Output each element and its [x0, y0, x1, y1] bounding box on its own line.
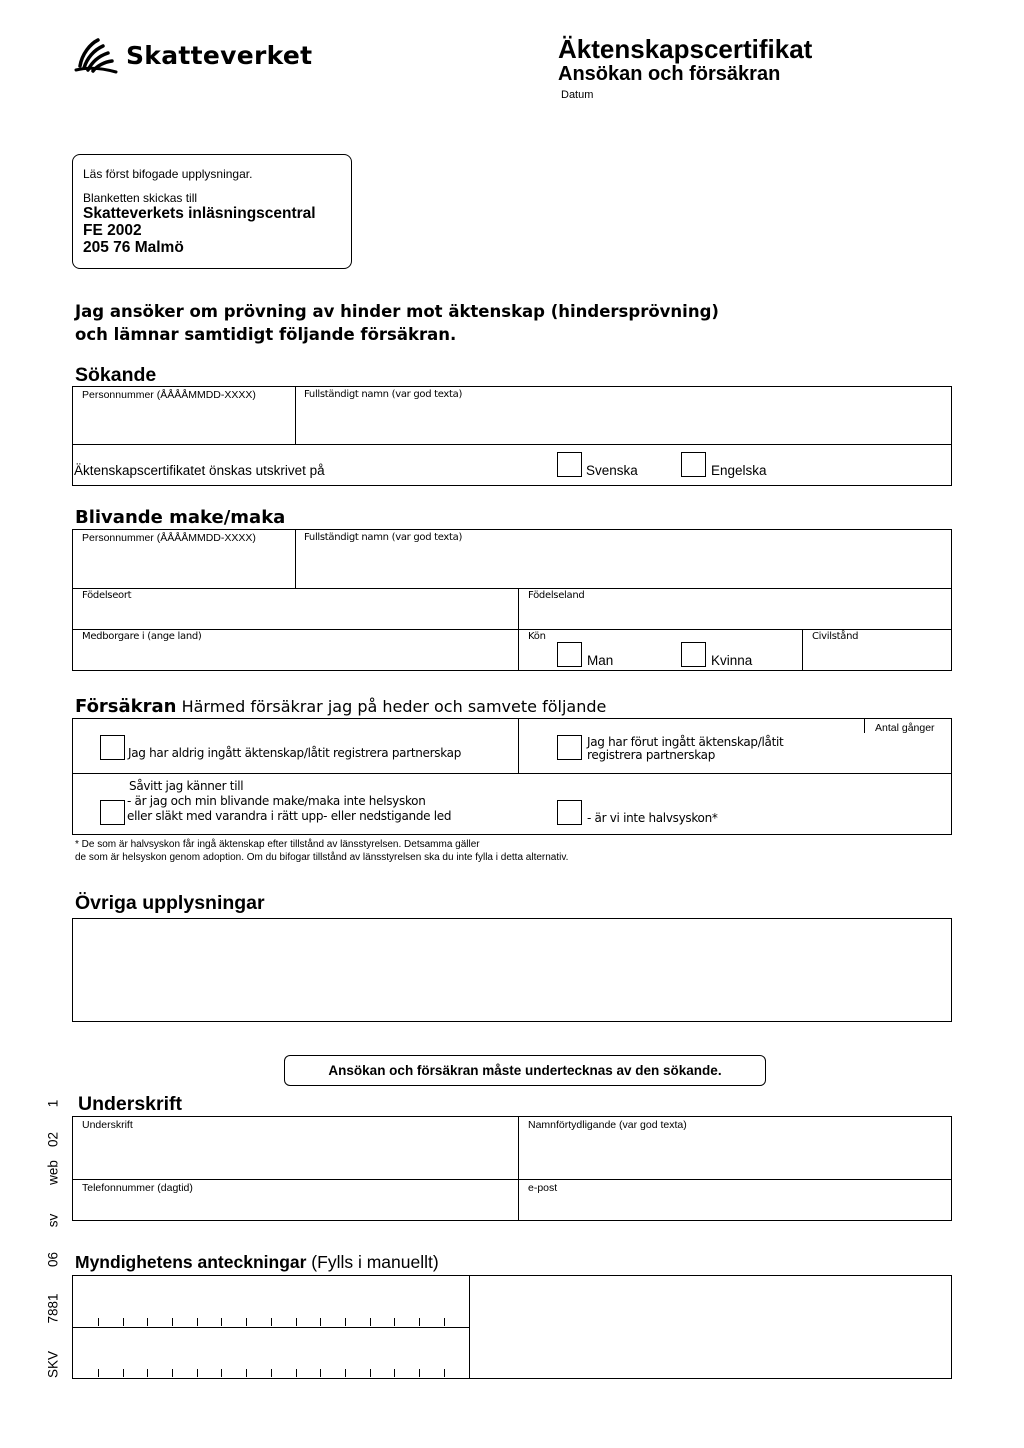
tick-mark [296, 1318, 297, 1326]
make-name-label: Fullständigt namn (var god texta) [304, 532, 463, 543]
tick-mark [320, 1369, 321, 1377]
svenska-label: Svenska [586, 463, 638, 478]
ej-halvsyskon-label: - är vi inte halvsyskon* [587, 811, 718, 825]
tick-mark [221, 1318, 222, 1326]
make-personnummer-field[interactable] [73, 545, 294, 587]
civilstand-field[interactable] [803, 644, 951, 670]
sokande-heading: Sökande [75, 364, 157, 386]
kvinna-label: Kvinna [711, 653, 753, 668]
tick-mark [197, 1318, 198, 1326]
tick-mark [246, 1318, 247, 1326]
aldrig-gift-checkbox[interactable] [100, 735, 125, 760]
make-heading: Blivande make/maka [75, 507, 286, 528]
civilstand-label: Civilstånd [812, 631, 859, 642]
divider [864, 718, 865, 733]
antal-ganger-field[interactable] [865, 735, 951, 772]
divider [72, 773, 952, 774]
ej-helsyskon-checkbox[interactable] [100, 800, 125, 825]
address-line-1: Skatteverkets inläsningscentral [83, 205, 316, 222]
myndighet-heading: Myndighetens anteckningar [75, 1252, 307, 1272]
make-personnummer-label: Personnummer (ÅÅÅÅMMDD-XXXX) [82, 532, 256, 544]
certificate-language-label: Äktenskapscertifikatet önskas utskrivet på [74, 463, 325, 478]
form-subtitle: Ansökan och försäkran [558, 63, 781, 85]
tick-mark [444, 1369, 445, 1377]
tick-mark [147, 1318, 148, 1326]
footnote-line-2: de som är helsyskon genom adoption. Om du bifogar tillstånd av länsstyrelsen ska du inte fylla i detta alternativ. [75, 852, 569, 863]
tick-mark [246, 1369, 247, 1377]
forut-gift-line-2: registrera partnerskap [587, 748, 716, 762]
tick-mark [172, 1318, 173, 1326]
tick-mark [221, 1369, 222, 1377]
tick-mark [370, 1369, 371, 1377]
tick-mark [197, 1369, 198, 1377]
man-checkbox[interactable] [557, 642, 582, 667]
forsakran-heading-rest: Härmed försäkrar jag på heder och samvete följande [176, 697, 607, 716]
savitt-line-2: - är jag och min blivande make/maka inte helsyskon [127, 794, 426, 808]
tick-mark [98, 1318, 99, 1326]
divider [518, 718, 519, 773]
ovriga-heading: Övriga upplysningar [75, 892, 265, 914]
engelska-label: Engelska [711, 463, 767, 478]
datum-label: Datum [561, 89, 594, 101]
sokande-name-field[interactable] [296, 401, 951, 443]
divider [72, 444, 952, 445]
myndighet-heading-rest: (Fylls i manuellt) [306, 1252, 439, 1272]
man-label: Man [587, 653, 614, 668]
send-to-text: Blanketten skickas till [83, 191, 198, 205]
telefon-label: Telefonnummer (dagtid) [82, 1182, 193, 1194]
make-name-field[interactable] [296, 545, 951, 587]
forut-gift-label [587, 736, 783, 762]
form-code-part: SKV [45, 1351, 61, 1379]
fodelseort-label: Födelseort [82, 590, 132, 601]
kon-label: Kön [528, 631, 546, 642]
tick-mark [394, 1369, 395, 1377]
sokande-personnummer-label: Personnummer (ÅÅÅÅMMDD-XXXX) [82, 389, 256, 401]
tick-mark [419, 1369, 420, 1377]
intro-text [75, 300, 719, 346]
intro-line-1: Jag ansöker om prövning av hinder mot äktenskap (hindersprövning) [75, 302, 719, 321]
logo-text: Skatteverket [126, 40, 313, 70]
tick-mark [98, 1369, 99, 1377]
divider [72, 588, 952, 589]
fodelseland-field[interactable] [519, 603, 951, 628]
form-code-part: web [45, 1160, 61, 1185]
tick-mark [271, 1369, 272, 1377]
fodelseland-label: Födelseland [528, 590, 585, 601]
epost-field[interactable] [519, 1195, 951, 1220]
tick-mark [345, 1318, 346, 1326]
savitt-text [129, 779, 451, 824]
namnfortydligande-label: Namnförtydligande (var god texta) [528, 1119, 687, 1131]
tick-mark [345, 1369, 346, 1377]
form-code-part: 06 [45, 1251, 61, 1268]
read-first-text: Läs först bifogade upplysningar. [83, 167, 253, 181]
sokande-personnummer-field[interactable] [73, 401, 294, 443]
tick-mark [394, 1318, 395, 1326]
forut-gift-checkbox[interactable] [557, 735, 582, 760]
medborgare-field[interactable] [73, 644, 517, 670]
address-line-3: 205 76 Malmö [83, 239, 184, 256]
fodelseort-field[interactable] [73, 603, 517, 628]
myndighet-heading-row [75, 1252, 439, 1273]
tick-mark [123, 1369, 124, 1377]
tick-mark [320, 1318, 321, 1326]
tick-mark [370, 1318, 371, 1326]
tick-mark [444, 1318, 445, 1326]
forut-gift-line-1: Jag har förut ingått äktenskap/låtit [587, 735, 784, 749]
footnote [75, 838, 568, 864]
skatteverket-logo-icon [74, 34, 118, 76]
form-code-part: sv [45, 1213, 61, 1228]
form-code-part: 7881 [45, 1293, 61, 1324]
epost-label: e-post [528, 1182, 558, 1194]
medborgare-label: Medborgare i (ange land) [82, 631, 202, 642]
divider [72, 1179, 952, 1180]
tick-mark [123, 1318, 124, 1326]
ovriga-field[interactable] [72, 918, 952, 1022]
underskrift-field[interactable] [73, 1132, 517, 1178]
tick-mark [271, 1318, 272, 1326]
savitt-line-1: Såvitt jag känner till [129, 779, 244, 793]
footnote-line-1: * De som är halvsyskon får ingå äktenskap efter tillstånd av länsstyrelsen. Detsamma gäller [75, 839, 480, 850]
address-info-box [72, 154, 352, 269]
sokande-name-label: Fullständigt namn (var god texta) [304, 389, 463, 400]
underskrift-label: Underskrift [82, 1119, 133, 1131]
antal-ganger-label: Antal gånger [875, 722, 935, 734]
form-title: Äktenskapscertifikat [558, 34, 813, 64]
intro-line-2: och lämnar samtidigt följande försäkran. [75, 325, 457, 344]
kvinna-checkbox[interactable] [681, 642, 706, 667]
form-code-part: 02 [45, 1131, 61, 1148]
tick-mark [172, 1369, 173, 1377]
tick-mark [419, 1318, 420, 1326]
divider [469, 1275, 470, 1379]
telefon-field[interactable] [73, 1195, 517, 1220]
tick-mark [147, 1369, 148, 1377]
forsakran-heading: Försäkran [75, 696, 177, 717]
aldrig-gift-label: Jag har aldrig ingått äktenskap/låtit registrera partnerskap [128, 746, 462, 760]
svenska-checkbox[interactable] [557, 452, 582, 477]
savitt-line-3: eller släkt med varandra i rätt upp- eller nedstigande led [127, 809, 452, 823]
ej-halvsyskon-checkbox[interactable] [557, 800, 582, 825]
tick-mark [296, 1369, 297, 1377]
engelska-checkbox[interactable] [681, 452, 706, 477]
skatteverket-logo [74, 34, 312, 76]
namnfortydligande-field[interactable] [519, 1132, 951, 1178]
divider [72, 1327, 469, 1328]
address-line-2: FE 2002 [83, 222, 142, 239]
forsakran-heading-row [75, 696, 606, 717]
signature-notice: Ansökan och försäkran måste undertecknas av den sökande. [284, 1055, 766, 1086]
divider [72, 629, 952, 630]
underskrift-heading: Underskrift [78, 1093, 183, 1115]
form-code-part: 1 [45, 1099, 61, 1108]
